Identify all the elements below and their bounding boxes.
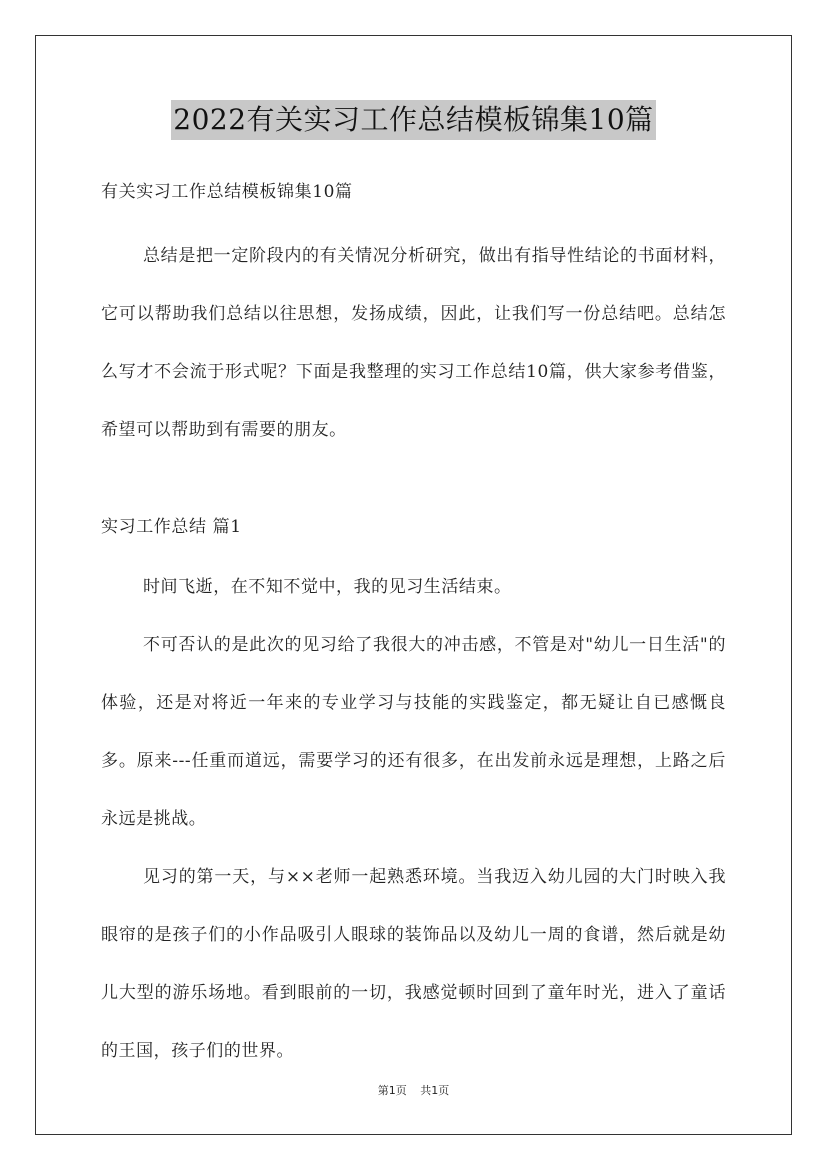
section-body	[101, 558, 726, 1080]
title-container	[0, 100, 827, 140]
body-paragraph: 见习的第一天，与××老师一起熟悉环境。当我迈入幼儿园的大门时映入我眼帘的是孩子们的小作品吸引人眼球的装饰品以及幼儿一周的食谱，然后就是幼儿大型的游乐场地。看到眼前的一切，我感觉顿时回到了童年时光，进入了童话的王国，孩子们的世界。	[101, 867, 726, 1061]
document-body	[101, 178, 726, 1080]
body-paragraph: 不可否认的是此次的见习给了我很大的冲击感，不管是对"幼儿一日生活"的体验，还是对将近一年来的专业学习与技能的实践鉴定，都无疑让自已感慨良多。原来---任重而道远，需要学习的还有很多，在出发前永远是理想，上路之后永远是挑战。	[101, 635, 726, 829]
section-heading: 实习工作总结 篇1	[101, 517, 242, 537]
document-title: 2022有关实习工作总结模板锦集10篇	[171, 100, 655, 140]
page-total: 共1页	[420, 1084, 450, 1097]
page-footer	[0, 1082, 827, 1098]
document-subtitle: 有关实习工作总结模板锦集10篇	[101, 182, 353, 202]
intro-paragraph: 总结是把一定阶段内的有关情况分析研究，做出有指导性结论的书面材料，它可以帮助我们总结以往思想，发扬成绩，因此，让我们写一份总结吧。总结怎么写才不会流于形式呢？下面是我整理的实习工作总结10篇，供大家参考借鉴，希望可以帮助到有需要的朋友。	[101, 246, 726, 440]
body-paragraph: 时间飞逝，在不知不觉中，我的见习生活结束。	[143, 577, 512, 597]
page-number: 第1页	[377, 1084, 407, 1097]
